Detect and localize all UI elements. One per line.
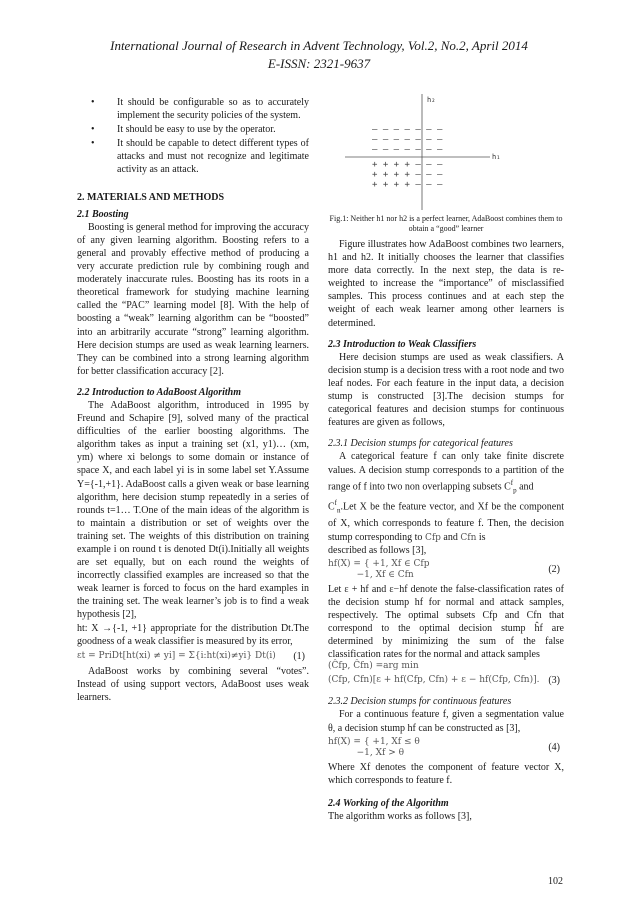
weak-classifiers-paragraph: Here decision stumps are used as weak classifiers. A decision stump is a decision tress with a root node and two leaf nodes. For each feature in the input data, a decision stump is constructed [3].The decision stumps for categorical features and decision stumps for continuous features are given as follows, xyxy=(328,351,564,429)
requirements-list xyxy=(77,96,309,177)
equation-2-line: −1, Xf ∈ Cfn xyxy=(328,569,414,580)
adaboost-paragraph: The AdaBoost algorithm, introduced in 1995 by Freund and Schapire [9], solved many of the practical difficulties of the earlier boosting algorithms. The algorithm takes as input a training set (x1, y1)… (xm, ym) where xi belongs to some domain or instance of space X, and each label yi is in some label set Y.Assume Y={-1,+1}. AdaBoost calls a given weak or base learning algorithm, here decision stump repeatedly in a series of rounds t=1… T.One of the main ideas of the algorithm is to maintain a distribution or set of weights over the training set. The weights of this distribution on training example i on round t is denoted Dt(i).Initially all weights are set equally, but on each round the weights of incorrectly classified examples are increased so that the weak learner is forced to focus on the hard examples in the training set. The weak learner’s job is to find a weak hypothesis [2], xyxy=(77,399,309,621)
subset-n-symbol: Cfn xyxy=(460,532,477,543)
equation-4-line: −1, Xf > θ xyxy=(328,747,405,758)
adaboost-votes-paragraph: AdaBoost works by combining several “votes”. Instead of using support vectors, AdaBoost uses weak learners. xyxy=(77,665,309,704)
categorical-paragraph-3: described as follows [3], xyxy=(328,544,427,556)
list-item: • It should be capable to detect different types of attacks and must not recognize and legitimate activity as an attack. xyxy=(117,137,309,176)
categorical-and: and xyxy=(516,480,534,492)
section-heading: 2. MATERIALS AND METHODS xyxy=(77,191,225,203)
issn-line: E-ISSN: 2321-9637 xyxy=(267,56,371,71)
subset-symbol: C xyxy=(328,501,335,513)
boosting-paragraph: Boosting is general method for improving the accuracy of any given learning algorithm. Boosting refers to a general and provably effective method of producing a very accurate prediction rule by combining rough and moderately inaccurate rules. Boosting has its roots in a theoretical framework for studying machine learning called the “PAC” learning model [8]. With the help of boosting a “weak” learning algorithm can be “boosted” into an arbitrarily accurate “strong” learning algorithm. Here decision stumps are used as weak learning learners. They can be combined into a strong learning algorithm for better classification accuracy [2]. xyxy=(77,221,309,377)
equation-3 xyxy=(328,674,564,687)
subsection-heading-continuous: 2.3.2 Decision stumps for continuous features xyxy=(328,696,512,708)
equation-1 xyxy=(77,650,309,663)
equation-1-number: (1) xyxy=(293,650,305,662)
figure-caption: Fig.1: Neither h1 nor h2 is a perfect learner, AdaBoost combines them to obtain a “good” learner xyxy=(329,214,563,233)
equation-4 xyxy=(328,737,564,759)
subsection-heading-boosting: 2.1 Boosting xyxy=(77,208,129,220)
categorical-paragraph-1 xyxy=(328,450,564,497)
equation-4-body xyxy=(328,737,420,759)
equation-1-body: εt = PriDt[ht(xi) ≠ yi] = Σ{i:ht(xi)≠yi} Dt(i) xyxy=(77,650,276,661)
figure-1-plot xyxy=(345,90,565,210)
hypothesis-paragraph: ht: X →{-1, +1} appropriate for the distribution Dt.The goodness of a weak classifier is measured by its error, xyxy=(77,622,309,647)
equation-2-line: hf(X) = { +1, Xf ∈ Cfp xyxy=(328,558,430,569)
subset-p-symbol: Cfp xyxy=(424,532,441,543)
equation-2-number: (2) xyxy=(548,564,560,576)
categorical-and-2: and xyxy=(443,531,458,543)
sample-row: + + + + – – – xyxy=(372,160,443,170)
page-number: 102 xyxy=(548,876,563,887)
subsection-heading-working: 2.4 Working of the Algorithm xyxy=(328,797,449,809)
equation-4-number: (4) xyxy=(548,742,560,754)
journal-header: International Journal of Research in Advent Technology, Vol.2, No.2, April 2014 xyxy=(110,38,528,53)
y-axis-label: h₂ xyxy=(427,96,436,104)
subsection-heading-categorical: 2.3.1 Decision stumps for categorical features xyxy=(328,438,513,450)
sample-row: – – – – – – – xyxy=(372,135,443,145)
subset-superscript: f xyxy=(510,478,514,487)
sample-row: – – – – – – – xyxy=(372,145,443,155)
equation-3-lead: (Ĉfp, Ĉfn) =arg min xyxy=(328,661,419,672)
equation-2 xyxy=(328,559,564,581)
categorical-is: is xyxy=(478,531,486,543)
categorical-text-1: A categorical feature f can only take finite discrete values. A decision stump corresponds to a partition of the range of f into two non overlapping subsets C xyxy=(328,451,564,492)
sample-row: – – – – – – – xyxy=(372,125,443,135)
subsection-heading-weak: 2.3 Introduction to Weak Classifiers xyxy=(328,338,477,350)
right-column xyxy=(328,214,564,823)
sample-row: + + + + – – – xyxy=(372,170,443,180)
continuous-after-paragraph: Where Xf denotes the component of feature vector X, which corresponds to feature f. xyxy=(328,761,564,786)
equation-4-line: hf(X) = { +1, Xf ≤ θ xyxy=(328,736,420,747)
equation-3-number: (3) xyxy=(548,675,560,687)
continuous-paragraph: For a continuous feature f, given a segmentation value θ, a decision stump hf can be constructed as [3], xyxy=(328,709,564,734)
subset-subscript: p xyxy=(513,485,517,494)
subset-subscript: n xyxy=(337,506,341,515)
equation-2-body xyxy=(328,559,430,581)
subset-superscript: f xyxy=(334,499,338,508)
false-rate-paragraph: Let ε + hf and ε−hf denote the false-classification rates of the decision stump hf for normal and attack samples, respectively. The optimal subsets Cfp and Cfn that correspond to the optimal decision stump ĥf are determined by minimizing the sum of the false classification rates for the normal and attack samples xyxy=(328,583,564,661)
figure-paragraph: Figure illustrates how AdaBoost combines two learners, h1 and h2. It initially chooses the learner that classifies more data correctly. In the next step, the data is re-weighted to increase the “importance” of misclassified samples. This process continues and at each step the weight of each weak learner among other learners is determined. xyxy=(328,239,564,329)
equation-3-body: (Cfp, Cfn)[ε + hf(Cfp, Cfn) + ε − hf(Cfp, Cfn)]. xyxy=(328,675,540,686)
left-column xyxy=(77,96,309,704)
list-item: • It should be easy to use by the operator. xyxy=(117,123,309,136)
subsection-heading-adaboost: 2.2 Introduction to AdaBoost Algorithm xyxy=(77,386,242,398)
categorical-paragraph-2 xyxy=(328,497,564,544)
working-paragraph: The algorithm works as follows [3], xyxy=(328,810,472,822)
x-axis-label: h₁ xyxy=(492,153,501,161)
list-item: • It should be configurable so as to accurately implement the security policies of the system. xyxy=(117,96,309,122)
categorical-text-2: .Let X be the feature vector, and Xf be the component of X, which corresponds to feature f. Then, the decision stump corresponding to xyxy=(328,501,564,543)
sample-row: + + + + – – – xyxy=(372,180,443,190)
